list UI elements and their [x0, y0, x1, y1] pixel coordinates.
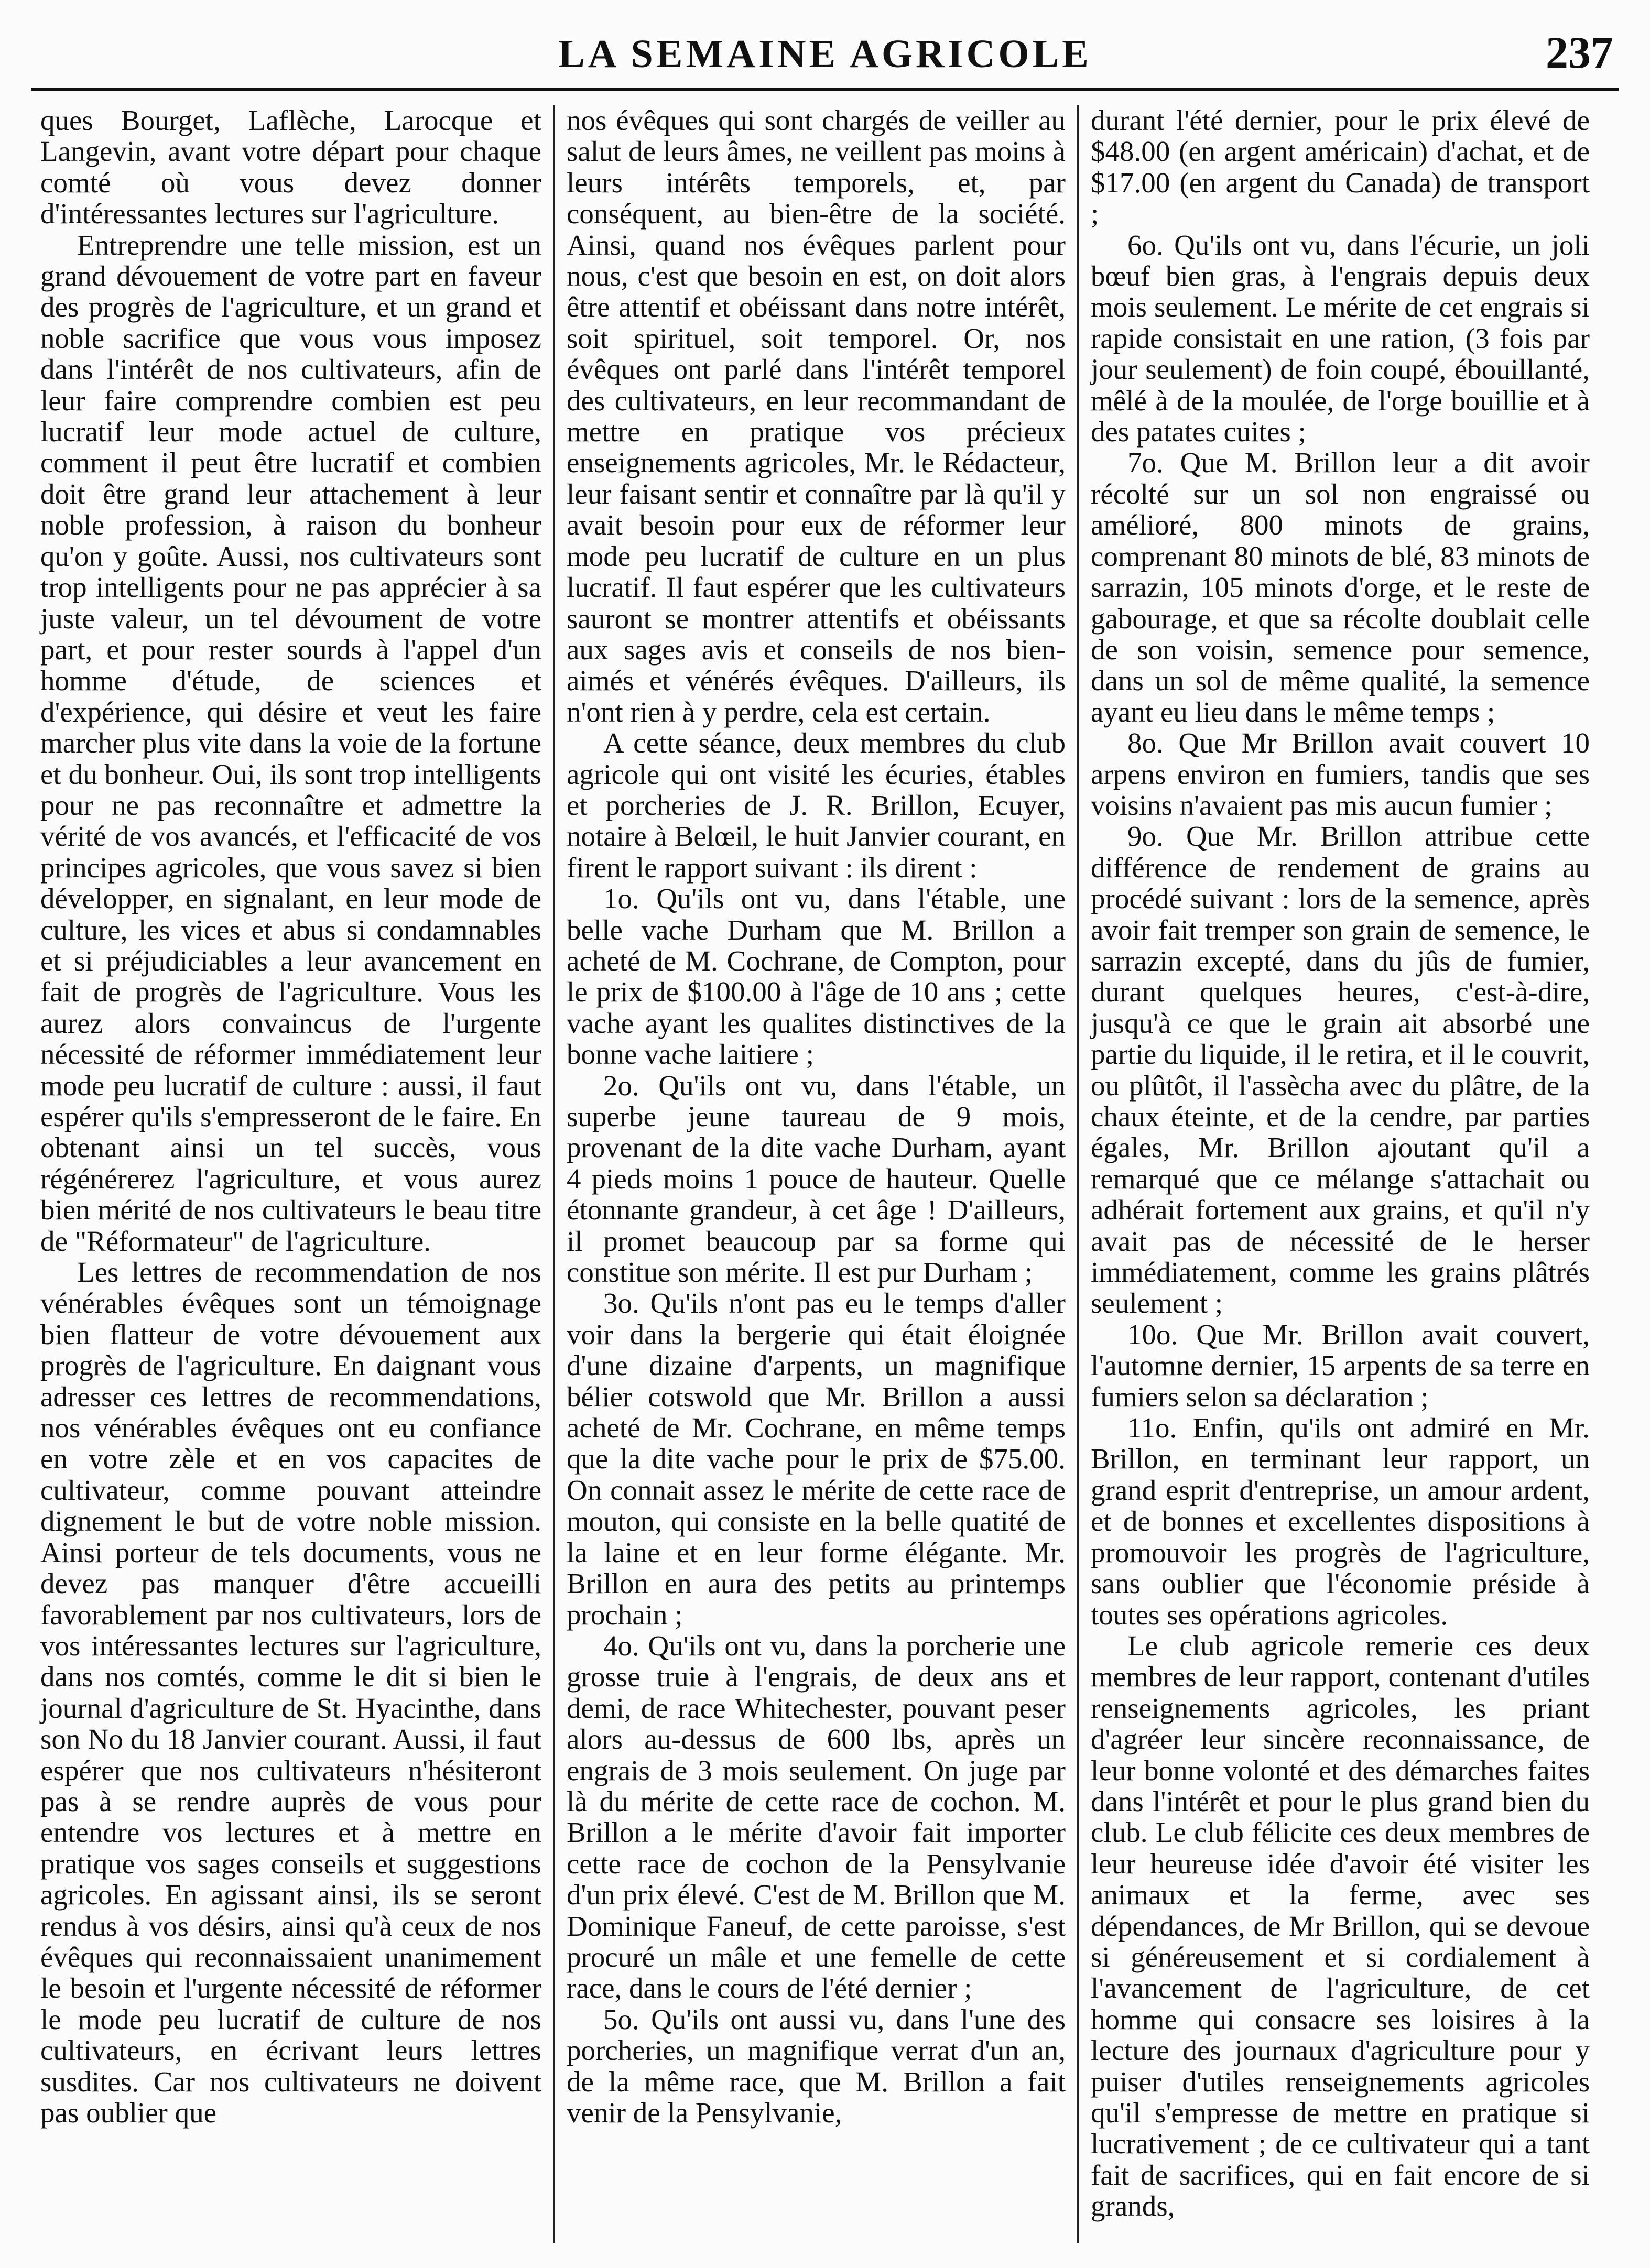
paragraph: 4o. Qu'ils ont vu, dans la porcherie une grosse truie à l'engrais, de deux ans et demi, de race Whitechester, pouvant peser alors au-dessus de 600 lbs, après un engrais de 3 mois seulement. On juge par là du mérite de cette race de cochon. M. Brillon a le mérite d'avoir fait importer cette race de cochon de la Pensylvanie d'un prix élevé. C'est de M. Brillon que M. Dominique Faneuf, de cette paroisse, s'est procuré un mâle et une femelle de cette race, dans le cours de l'été dernier ; — [567, 1629, 1066, 2004]
column-2 — [553, 105, 1077, 2243]
paragraph: durant l'été dernier, pour le prix élevé de $48.00 (en argent américain) d'achat, et de $17.00 (en argent du Canada) de transport ; — [1091, 105, 1590, 230]
paragraph: 11o. Enfin, qu'ils ont admiré en Mr. Brillon, en terminant leur rapport, un grand esprit d'entreprise, un amour ardent, et de bonnes et excellentes dispositions à promouvoir les progrès de l'agriculture, sans oublier que l'économie préside à toutes ses opérations agricoles. — [1091, 1412, 1590, 1631]
page-number: 237 — [1546, 27, 1613, 78]
column-3 — [1077, 105, 1601, 2243]
paragraph: Les lettres de recommendation de nos vénérables évêques sont un témoignage bien flatteur de votre dévouement aux progrès de l'agriculture. En daignant vous adresser ces lettres de recommendations, nos vénérables évêques ont eu confiance en votre zèle et en vos capacites de cultivateur, comme pouvant atteindre dignement le but de votre noble mission. Ainsi porteur de tels documents, vous ne devez pas manquer d'être accueilli favorablement par nos cultivateurs, lors de vos intéressantes lectures sur l'agriculture, dans nos comtés, comme le dit si bien le journal d'agriculture de St. Hyacinthe, dans son No du 18 Janvier courant. Aussi, il faut espérer que nos cultivateurs n'hésiteront pas à se rendre auprès de vous pour entendre vos lectures et à mettre en pratique vos sages conseils et suggestions agricoles. En agissant ainsi, ils se seront rendus à vos désirs, ainsi qu'à ceux de nos évêques qui reconnaissaient unanimement le besoin et l'urgente nécessité de réformer le mode peu lucratif de culture de nos cultivateurs, en écrivant leurs lettres susdites. Car nos cultivateurs ne doivent pas oublier que — [40, 1256, 541, 2129]
paragraph: 2o. Qu'ils ont vu, dans l'étable, un superbe jeune taureau de 9 mois, provenant de la dite vache Durham, ayant 4 pieds moins 1 pouce de hauteur. Quelle étonnante grandeur, à cet âge ! D'ailleurs, il promet beaucoup par sa forme qui constitue son mérite. Il est pur Durham ; — [567, 1069, 1066, 1289]
paragraph: nos évêques qui sont chargés de veiller au salut de leurs âmes, ne veillent pas moins à leurs intérêts temporels, et, par conséquent, au bien-être de la société. Ainsi, quand nos évêques parlent pour nous, c'est que besoin en est, on doit alors être attentif et obéissant dans notre intérêt, soit spirituel, soit temporel. Or, nos évêques ont parlé dans l'intérêt temporel des cultivateurs, en leur recommandant de mettre en pratique vos précieux enseignements agricoles, Mr. le Rédacteur, leur faisant sentir et connaître par là qu'il y avait besoin pour eux de réformer leur mode peu lucratif de culture en un plus lucratif. Il faut espérer que les cultivateurs sauront se montrer attentifs et obéissants aux sages avis et conseils de nos bien-aimés et vénérés évêques. D'ailleurs, ils n'ont rien à y perdre, cela est certain. — [567, 105, 1066, 728]
paragraph: ques Bourget, Laflèche, Larocque et Langevin, avant votre départ pour chaque comté où vous devez donner d'intéressantes lectures sur l'agriculture. — [40, 105, 541, 230]
paragraph: 1o. Qu'ils ont vu, dans l'étable, une belle vache Durham que M. Brillon a acheté de M. Cochrane, de Compton, pour le prix de $100.00 à l'âge de 10 ans ; cette vache ayant les qualites distinctives de la bonne vache laitiere ; — [567, 882, 1066, 1071]
paragraph: Entreprendre une telle mission, est un grand dévouement de votre part en faveur des progrès de l'agriculture, et un grand et noble sacrifice que vous vous imposez dans l'intérêt de nos cultivateurs, afin de leur faire comprendre combien est peu lucratif leur mode actuel de culture, comment il peut être lucratif et combien doit être grand leur attachement à leur noble profession, à raison du bonheur qu'on y goûte. Aussi, nos cultivateurs sont trop intelligents pour ne pas apprécier à sa juste valeur, un tel dévoument de votre part, et pour rester sourds à l'appel d'un homme d'étude, de sciences et d'expérience, qui désire et veut les faire marcher plus vite dans la voie de la fortune et du bonheur. Oui, ils sont trop intelligents pour ne pas reconnaître et admettre la vérité de vos avancés, et l'efficacité de vos principes agricoles, que vous savez si bien développer, en signalant, en leur mode de culture, les vices et abus si condamnables et si préjudiciables a leur avancement en fait de progrès de l'agriculture. Vous les aurez alors convaincus de l'urgente nécessité de réformer immédiatement leur mode peu lucratif de culture : aussi, il faut espérer qu'ils s'empresseront de le faire. En obtenant ainsi un tel succès, vous régénérerez l'agriculture, et vous aurez bien mérité de nos cultivateurs le beau titre de "Réformateur" de l'agriculture. — [40, 228, 541, 1257]
column-1 — [29, 105, 553, 2243]
paragraph: 3o. Qu'ils n'ont pas eu le temps d'aller voir dans la bergerie qui était éloignée d'une dizaine d'arpents, un magnifique bélier cotswold que Mr. Brillon a aussi acheté de Mr. Cochrane, en même temps que la dite vache pour le prix de $75.00. On connait assez le mérite de cette race de mouton, qui consiste en la belle quatité de la laine et en leur forme élégante. Mr. Brillon en aura des petits au printemps prochain ; — [567, 1287, 1066, 1631]
paragraph: 5o. Qu'ils ont aussi vu, dans l'une des porcheries, un magnifique verrat d'un an, de la même race, que M. Brillon a fait venir de la Pensylvanie, — [567, 2003, 1066, 2129]
article-columns — [29, 105, 1622, 2243]
paragraph: 6o. Qu'ils ont vu, dans l'écurie, un joli bœuf bien gras, à l'engrais depuis deux mois seulement. Le mérite de cet engrais si rapide consistait en une ration, (3 fois par jour seulement) de foin coupé, ébouillanté, mêlé à de la moulée, de l'orge bouillie et à des patates cuites ; — [1091, 228, 1590, 448]
paragraph: Le club agricole remerie ces deux membres de leur rapport, contenant d'utiles renseignements agricoles, les priant d'agréer leur sincère reconnaissance, de leur bonne volonté et des démarches faites dans l'intérêt et pour le plus grand bien du club. Le club félicite ces deux membres de leur heureuse idée d'avoir été visiter les animaux et la ferme, avec ses dépendances, de Mr Brillon, qui se devoue si généreusement et si cordialement à l'avancement de l'agriculture, de cet homme qui consacre ses loisires à la lecture des journaux d'agriculture pour y puiser d'utiles renseignements agricoles qu'il s'empresse de mettre en pratique si lucrativement ; de ce cultivateur qui a tant fait de sacrifices, qui en fait encore de si grands, — [1091, 1629, 1590, 2222]
paragraph: 9o. Que Mr. Brillon attribue cette différence de rendement de grains au procédé suivant : lors de la semence, après avoir fait tremper son grain de semence, le sarrazin excepté, dans du jûs de fumier, durant quelques heures, c'est-à-dire, jusqu'à ce que le grain ait absorbé une partie du liquide, il le retira, et il le couvrit, ou plûtôt, il l'assècha avec du plâtre, de la chaux éteinte, et de la cendre, par parties égales, Mr. Brillon ajoutant qu'il a remarqué que ce mélange s'attachait ou adhérait fortement aux grains, et qu'il n'y avait pas de nécessité de le herser immédiatement, comme les grains plâtrés seulement ; — [1091, 820, 1590, 1320]
masthead-rule — [31, 88, 1619, 91]
paragraph: A cette séance, deux membres du club agricole qui ont visité les écuries, étables et porcheries de J. R. Brillon, Ecuyer, notaire à Belœil, le huit Janvier courant, en firent le rapport suivant : ils dirent : — [567, 727, 1066, 884]
newspaper-title: LA SEMAINE AGRICOLE — [558, 32, 1092, 76]
masthead — [31, 26, 1619, 84]
paragraph: 10o. Que Mr. Brillon avait couvert, l'automne dernier, 15 arpents de sa terre en fumiers selon sa déclaration ; — [1091, 1318, 1590, 1413]
paragraph: 7o. Que M. Brillon leur a dit avoir récolté sur un sol non engraissé ou amélioré, 800 minots de grains, comprenant 80 minots de blé, 83 minots de sarrazin, 105 minots d'orge, et le reste de gabourage, et que sa récolte doublait celle de son voisin, semence pour semence, dans un sol de même qualité, la semence ayant eu lieu dans le même temps ; — [1091, 446, 1590, 728]
paragraph: 8o. Que Mr Brillon avait couvert 10 arpens environ en fumiers, tandis que ses voisins n'avaient pas mis aucun fumier ; — [1091, 727, 1590, 821]
